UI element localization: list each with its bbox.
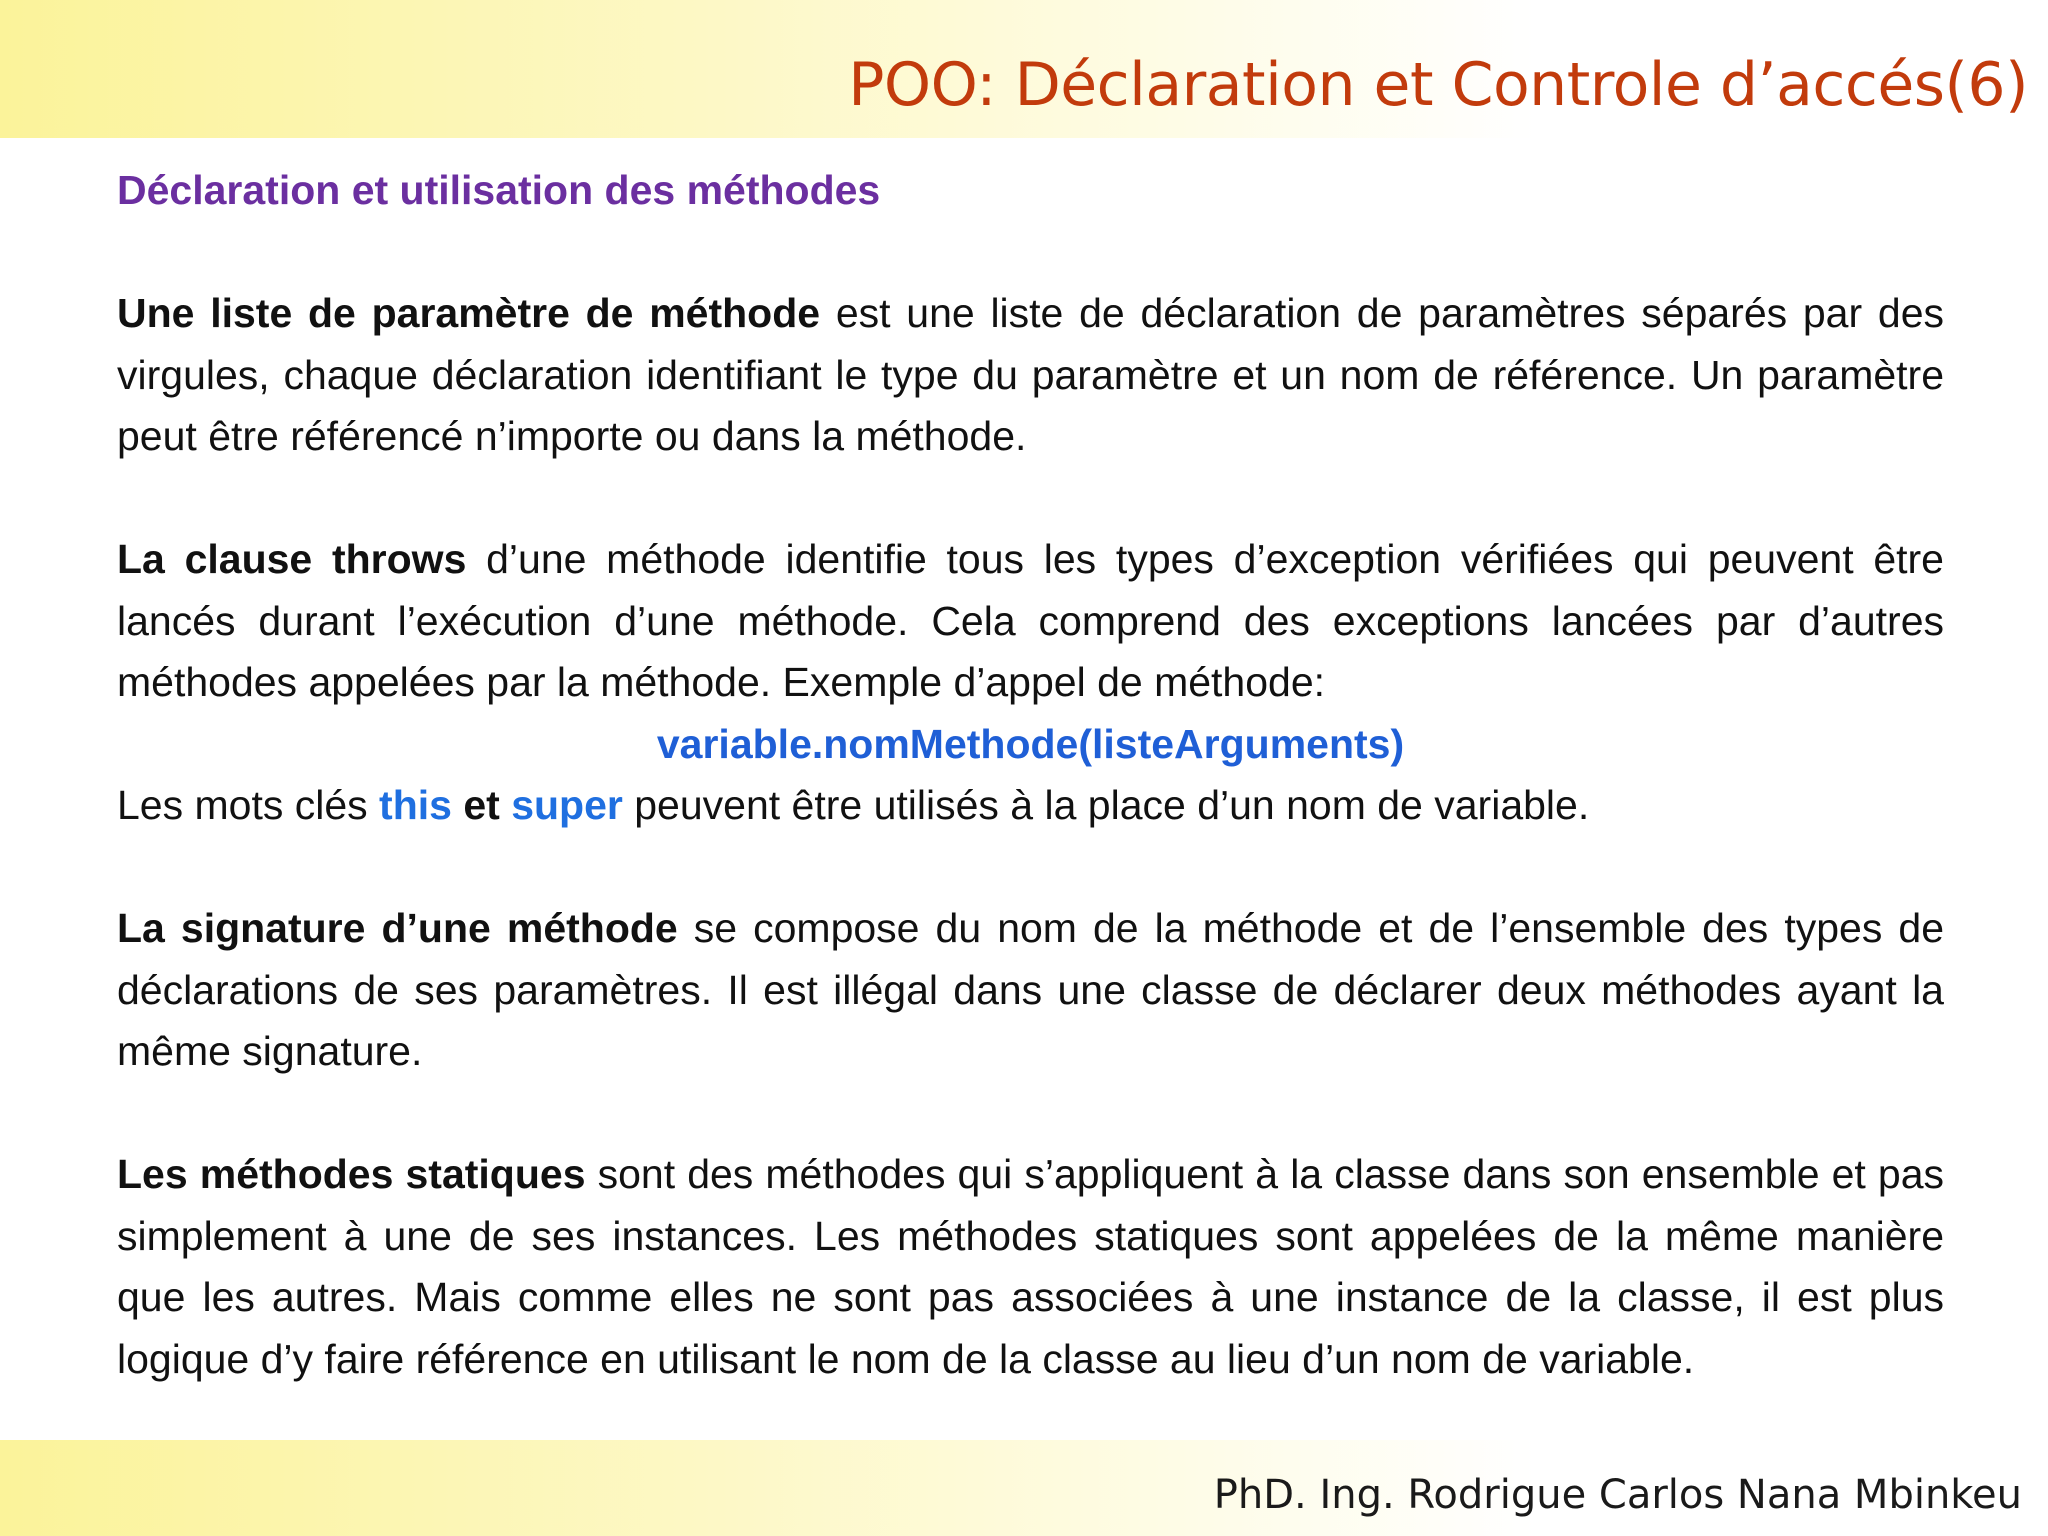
paragraph-static-methods: [117, 1144, 1944, 1390]
keywords-prefix: Les mots clés: [117, 782, 380, 828]
keywords-suffix: peuvent être utilisés à la place d’un nom de variable.: [622, 782, 1590, 828]
term-parameter-list: Une liste de paramètre de méthode: [117, 290, 821, 336]
section-heading: Déclaration et utilisation des méthodes: [117, 167, 881, 213]
paragraph-signature: [117, 898, 1944, 1083]
spacer: [117, 837, 1944, 899]
paragraph-throws-clause-text: d’une méthode identifie tous les types d’exception vérifiées qui peuvent être lancés durant l’exécution d’une méthode. Cela comprend des exceptions lancées par d’autres méthodes appelées par la méthode. Exemple d’appel de méthode:: [117, 536, 1944, 705]
keyword-this: this: [379, 782, 452, 828]
paragraph-static-methods-text: sont des méthodes qui s’appliquent à la classe dans son ensemble et pas simplement à une de ses instances. Les méthodes statiques sont appelées de la même manière que les autres. Mais comme elles ne sont pas associées à une instance de la classe, il est plus logique d’y faire référence en utilisant le nom de la classe au lieu d’un nom de variable.: [117, 1151, 1945, 1382]
slide-content: [117, 160, 1944, 1390]
paragraph-parameter-list-text: est une liste de déclaration de paramètres séparés par des virgules, chaque déclaration identifiant le type du paramètre et un nom de référence. Un paramètre peut être référencé n’importe ou dans la méthode.: [117, 290, 1944, 459]
slide-title: POO: Déclaration et Controle d’accés(6): [848, 50, 2028, 120]
paragraph-throws-clause: [117, 529, 1944, 714]
author-footer: PhD. Ing. Rodrigue Carlos Nana Mbinkeu: [1213, 1472, 2022, 1518]
keywords-connector: et: [451, 782, 512, 828]
keyword-super: super: [511, 782, 623, 828]
paragraph-signature-text: se compose du nom de la méthode et de l’ensemble des types de déclarations de ses paramètres. Il est illégal dans une classe de déclarer deux méthodes ayant la même signature.: [117, 905, 1944, 1074]
code-example: variable.nomMethode(listeArguments): [656, 720, 1405, 767]
paragraph-parameter-list: [117, 283, 1944, 468]
spacer: [117, 222, 1944, 284]
term-signature: La signature d’une méthode: [117, 905, 678, 951]
term-throws-clause: La clause throws: [117, 536, 467, 582]
term-static-methods: Les méthodes statiques: [117, 1151, 586, 1197]
paragraph-keywords: [117, 775, 1944, 837]
spacer: [117, 1083, 1944, 1145]
spacer: [117, 468, 1944, 530]
